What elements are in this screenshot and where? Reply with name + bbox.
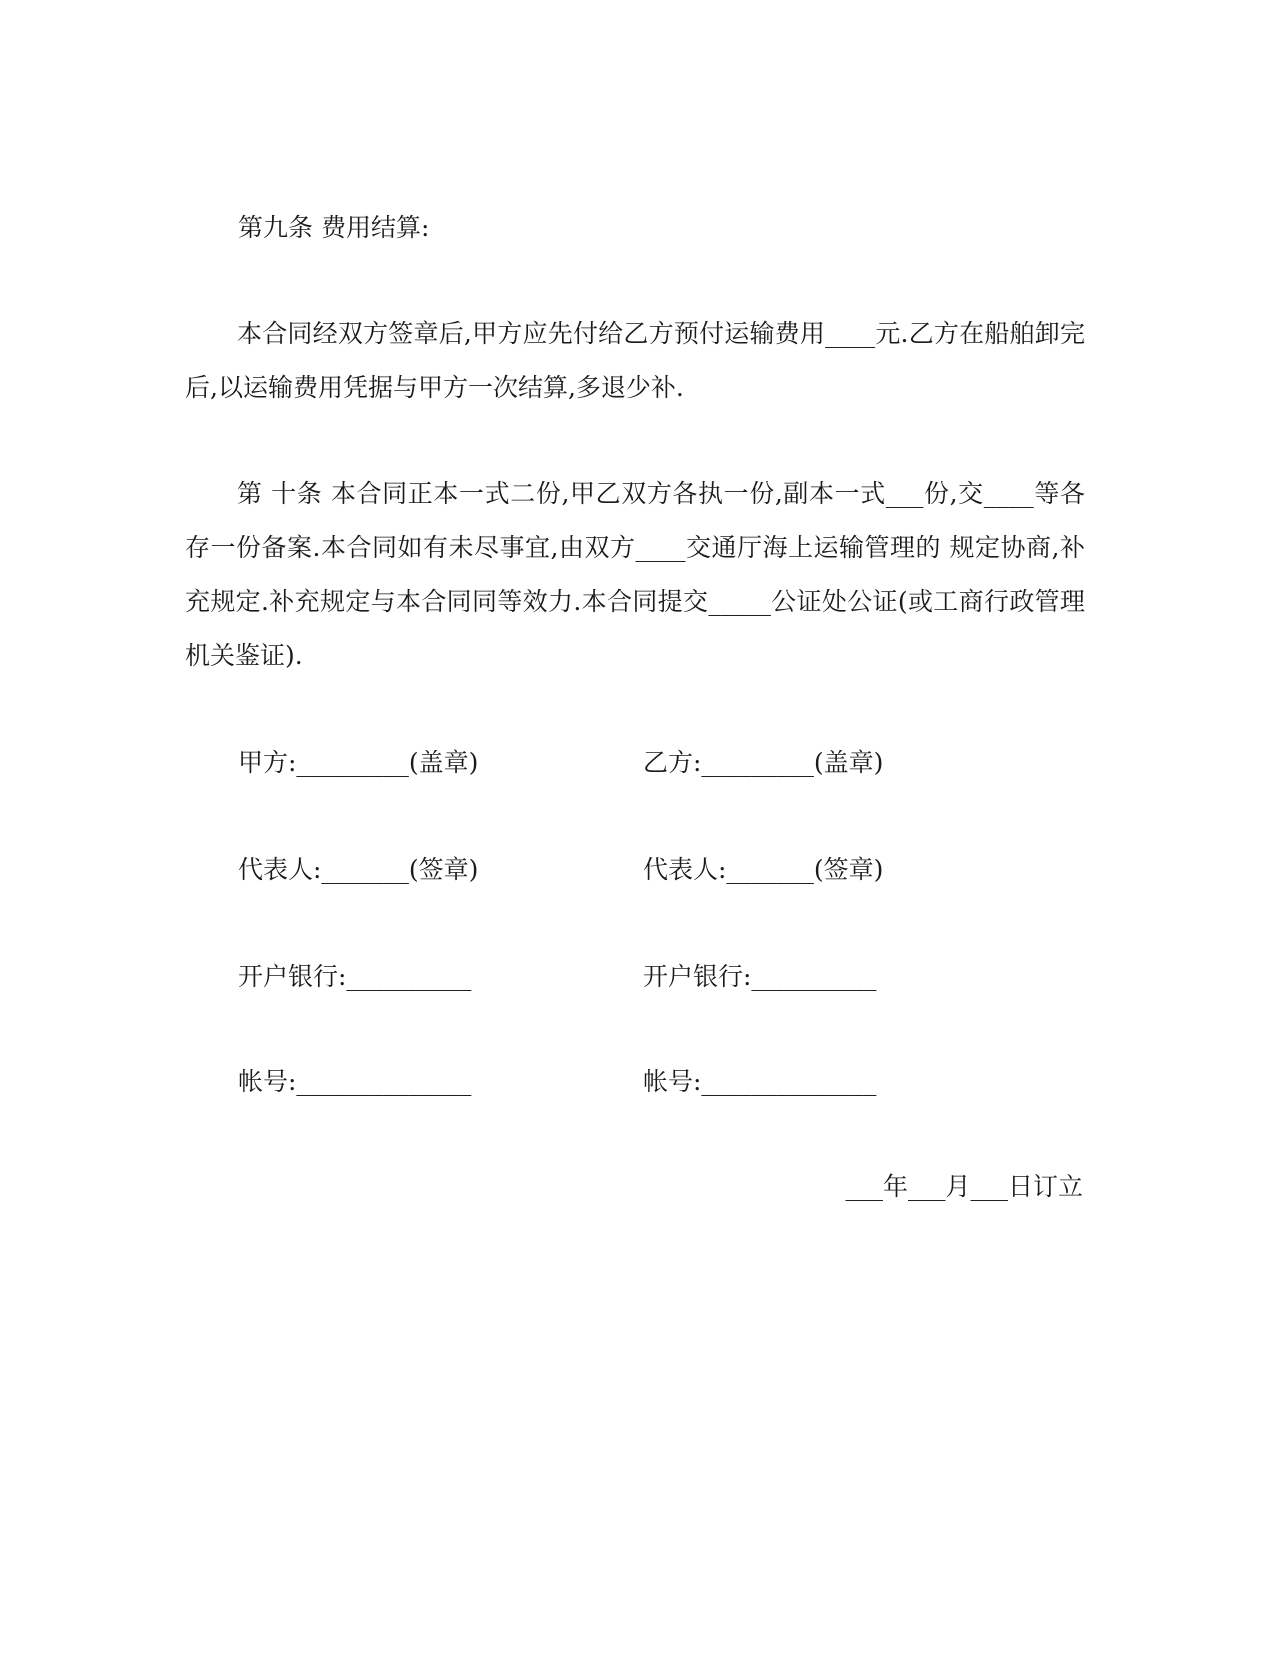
party-b-bank: 开户银行:__________ — [643, 962, 877, 991]
signature-row-account — [0, 1066, 1280, 1106]
party-b-account: 帐号:______________ — [643, 1067, 877, 1096]
signing-date: ___年___月___日订立 — [845, 1172, 1083, 1201]
article-10-body: 第 十条 本合同正本一式二份,甲乙双方各执一份,副本一式___份,交____等各存一份备案.本合同如有未尽事宜,由双方____交通厅海上运输管理的 规定协商,补充规定.补充规定与本合同同等效力.本合同提交_____公证处公证(或工商行政管理机关鉴证). — [185, 479, 1085, 670]
article-9-heading: 第九条 费用结算: — [238, 213, 430, 242]
party-b-seal: 乙方:_________(盖章) — [643, 748, 884, 777]
party-a-account: 帐号:______________ — [238, 1067, 472, 1096]
signature-row-bank — [0, 961, 1280, 1001]
signature-row-representative — [0, 854, 1280, 894]
article-9-body: 本合同经双方签章后,甲方应先付给乙方预付运输费用____元.乙方在船舶卸完后,以运输费用凭据与甲方一次结算,多退少补. — [185, 319, 1085, 402]
party-a-seal: 甲方:_________(盖章) — [238, 748, 479, 777]
party-b-representative: 代表人:_______(签章) — [643, 855, 884, 884]
party-a-representative: 代表人:_______(签章) — [238, 855, 479, 884]
party-a-bank: 开户银行:__________ — [238, 962, 472, 991]
signature-row-party — [0, 747, 1280, 787]
